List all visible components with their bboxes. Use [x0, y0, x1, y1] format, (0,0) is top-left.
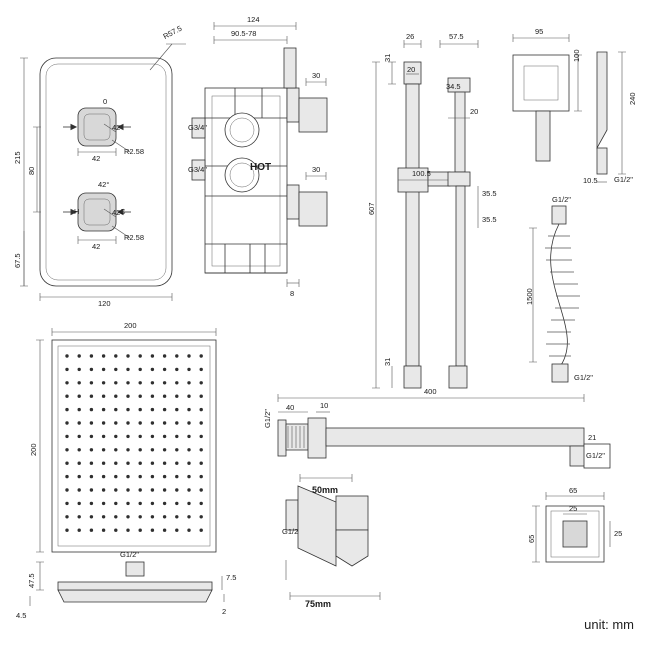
dim-arm-flange: 40: [286, 403, 295, 412]
dim-valve-width: 120: [98, 299, 111, 308]
label-cold: C: [120, 207, 126, 216]
dim-bracket-26: 26: [406, 32, 415, 41]
dim-valve-lower-offset: 67.5: [13, 253, 22, 268]
label-hand-shower-connection: G1/2": [614, 175, 633, 184]
dim-elbow-height: 50mm: [312, 485, 339, 495]
label-hose-top-connection: G1/2": [552, 195, 571, 204]
dim-plate-inner-w: 25: [569, 504, 578, 513]
dim-rain-head-arm-offset: 7.5: [226, 573, 237, 582]
dim-handle-inner-42a: 42: [112, 123, 121, 132]
dim-bar-top-31: 31: [383, 53, 392, 62]
dim-port-top-30: 30: [312, 71, 321, 80]
label-hot-outlet: HOT: [250, 162, 272, 173]
dim-rain-head-width: 200: [124, 321, 137, 330]
dim-handle-top-42: 42: [92, 154, 101, 163]
dim-wall-thickness: 8: [290, 289, 295, 298]
dim-handle-inner-42b: 42: [112, 208, 121, 217]
label-inlet-bottom: G3/4": [188, 165, 207, 174]
dim-bar-bottom-31: 31: [383, 357, 392, 366]
dim-valve-width-124: 124: [247, 15, 260, 24]
dim-bar-length-607: 607: [367, 202, 376, 215]
label-inlet-top: G3/4": [188, 123, 207, 132]
label-temp-42: 42°: [98, 180, 110, 189]
label-elbow-connection: G1/2: [282, 527, 299, 536]
dim-holder-100-5: 100.5: [412, 169, 431, 178]
dim-corner-radius: R57.5: [161, 23, 184, 42]
dim-rain-head-depth: 200: [29, 443, 38, 456]
dim-valve-inner-height: 80: [27, 166, 36, 175]
dim-bracket-57-5: 57.5: [449, 32, 464, 41]
dim-port-bottom-30: 30: [312, 165, 321, 174]
dim-handle-radius-top: R2.58: [124, 147, 145, 156]
dim-plate-height: 65: [527, 534, 536, 543]
unit-note: unit: mm: [584, 617, 634, 632]
dim-hand-shower-95: 95: [535, 27, 544, 36]
dim-hose-length: 1500: [525, 288, 534, 305]
dim-rain-head-thk-left: 4.5: [16, 611, 27, 620]
dim-arm-step: 10: [320, 401, 329, 410]
dim-hand-shower-100: 100: [572, 49, 581, 62]
label-arm-thread: G1/2": [263, 409, 272, 428]
label-arm-outlet-thread: G1/2": [586, 451, 605, 460]
dim-arm-length: 400: [424, 387, 437, 396]
dim-handle-bottom-42: 42: [92, 242, 101, 251]
dim-rain-head-arm-height: 47.5: [27, 573, 36, 588]
dim-valve-depth-range: 90.5-78: [231, 29, 257, 38]
dim-elbow-depth: 75mm: [305, 599, 332, 609]
dim-bracket-20: 20: [407, 65, 416, 74]
dim-valve-height: 215: [13, 151, 22, 164]
dim-arm-outlet-width: 21: [588, 433, 597, 442]
dim-plate-inner-h: 25: [614, 529, 623, 538]
dim-hand-shower-240: 240: [628, 92, 637, 105]
dim-handle-radius-bottom: R2.58: [124, 233, 145, 242]
dim-bracket-20: 20: [470, 107, 479, 116]
label-hot: H: [74, 207, 80, 216]
label-hose-bottom-connection: G1/2": [574, 373, 593, 382]
dim-bracket-base-35-5: 35.5: [482, 215, 497, 224]
dim-bracket-34-5: 34.5: [446, 82, 461, 91]
dim-bracket-stem-35-5: 35.5: [482, 189, 497, 198]
dim-plate-width: 65: [569, 486, 578, 495]
label-rain-head-connection: G1/2": [120, 550, 139, 559]
dim-rain-head-thk-right: 2: [222, 607, 227, 616]
dim-hand-shower-10-5: 10.5: [583, 176, 598, 185]
label-temp-zero: 0: [103, 97, 108, 106]
